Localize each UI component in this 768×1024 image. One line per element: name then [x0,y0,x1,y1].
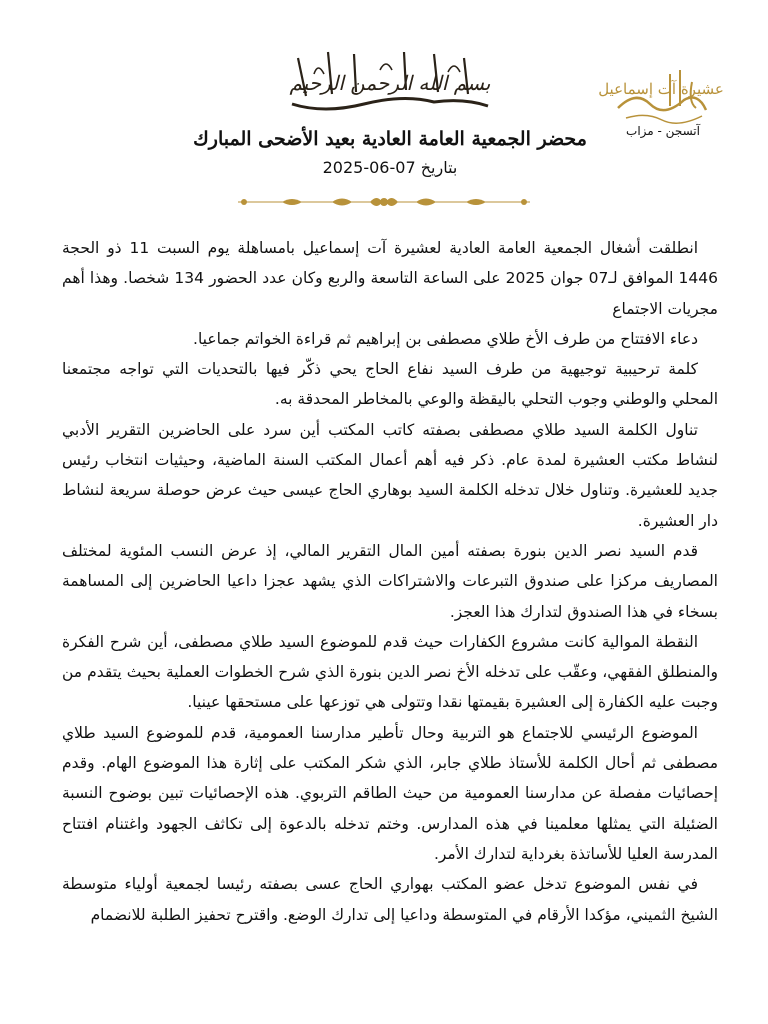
paragraph: النقطة الموالية كانت مشروع الكفارات حيث قدم للموضوع السيد طلاي مصطفى، أين شرح الفكرة والمنطلق الفقهي، وعقّب على تدخله الأخ نصر الدين بنورة الذي شرح الخطوات العملية بحيث يتقدم من وجبت عليه الكفارة إلى العشيرة بقيمتها نقدا وتتولى هي توزعها على مستحقها عينيا. [62,632,718,712]
paragraph: قدم السيد نصر الدين بنورة بصفته أمين المال التقرير المالي، إذ عرض النسب المئوية لمختلف المصاريف مركزا على صندوق التبرعات والاشتراكات الذي يشهد عجزا داعيا الحاضرين إلى المساهمة بسخاء في هذا الصندوق لتدارك هذا العجز. [62,541,718,621]
paragraph: تناول الكلمة السيد طلاي مصطفى بصفته كاتب المكتب أين سرد على الحاضرين التقرير الأدبي لنشاط مكتب العشيرة لمدة عام. ذكر فيه أهم أعمال المكتب السنة الماضية، وحيثيات انتخاب رئيس جديد للعشيرة. وتناول خلال تدخله الكلمة السيد بوهاري الحاج عيسى حيث عرض حوصلة سريعة لنشاط دار العشيرة. [62,420,718,530]
basmala-calligraphy [284,44,496,120]
page-title: محضر الجمعية العامة العادية بعيد الأضحى المبارك [193,128,587,150]
paragraph: في نفس الموضوع تدخل عضو المكتب بهواري الحاج عسى بصفته رئيسا لجمعية أولياء متوسطة الشيخ الثميني، مؤكدا الأرقام في المتوسطة وداعيا إلى تدارك الوضع. واقترح تحفيز الطلبة للانضمام [62,875,718,924]
svg-text:بسم الله الرحمن الرحيم: بسم الله الرحمن الرحيم [289,71,491,95]
logo-location: آتسجن - مزاب [626,124,700,138]
svg-text:عشيرة آت إسماعيل: عشيرة آت إسماعيل [598,80,724,98]
paragraph: الموضوع الرئيسي للاجتماع هو التربية وحال تأطير مدارسنا العمومية، قدم للموضوع السيد طلاي مصطفى ثم أحال الكلمة للأستاذ طلاي جابر، الذي شكر المكتب على إثارة هذا الموضوع الهام. وقدم إحصائيات مفصلة عن مدارسنا العمومية من حيث الطاقم التربوي. هذه الإحصائيات تبين بوضوح النسبة الضئيلة التي يمثلها معلمينا في هذه المدارس. وختم تدخله بالدعوة إلى تكاثف الجهود واغتنام افتتاح المدرسة العليا للأساتذة بغرداية لتدارك الأمر. [62,723,718,863]
paragraph: دعاء الافتتاح من طرف الأخ طلاي مصطفى بن إبراهيم ثم قراءة الخواتم جماعيا. [193,329,698,348]
paragraph: كلمة ترحيبية توجيهية من طرف السيد نفاع الحاج يحي ذكّر فيها بالتحديات التي تواجه مجتمعنا المحلي والوطني وجوب التحلي باليقظة والوعي بالمخاطر المحدقة به. [62,360,718,409]
document-body [62,233,718,930]
paragraph: انطلقت أشغال الجمعية العامة العادية لعشيرة آت إسماعيل بامساهلة يوم السبت 11 ذو الحجة 1446 الموافق لـ07 جوان 2025 على الساعة التاسعة والربع وكان عدد الحضور 134 شخصا. وهذا أهم مجريات الاجتماع [62,239,718,318]
ornament-divider [232,192,536,212]
date-line: بتاريخ 07-06-2025 [322,158,458,177]
